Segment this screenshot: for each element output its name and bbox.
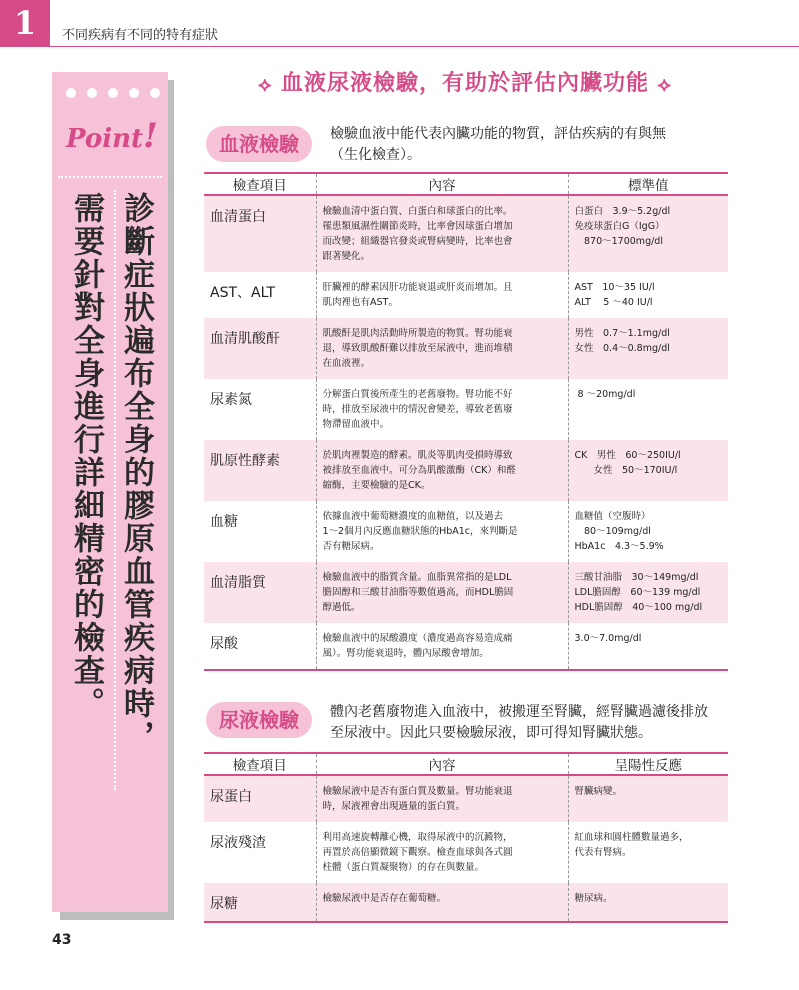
standard-line: ALT 5 ～40 IU/l xyxy=(574,297,653,308)
table-row xyxy=(204,562,728,623)
content-line: 再置於高倍顯微鏡下觀察。檢查血球與各式圓 xyxy=(322,847,513,858)
header-positive: 呈陽性反應 xyxy=(568,753,728,775)
content-line: 否有糖尿病。 xyxy=(322,541,380,552)
row-content xyxy=(316,318,568,379)
row-item-name: 尿酸 xyxy=(204,623,316,670)
row-content xyxy=(316,272,568,318)
chapter-number-badge: 1 xyxy=(0,0,50,46)
row-standard-value xyxy=(568,318,728,379)
blood-table-body xyxy=(204,195,728,670)
content-line: 檢驗血液中的尿酸濃度（濃度過高容易造成痛 xyxy=(322,633,513,644)
content-line: 時，排放至尿液中的情況會變差，導致老舊廢 xyxy=(322,404,513,415)
content-line: 膽固醇和三酸甘油脂等數值過高，而HDL膽固 xyxy=(322,587,514,598)
content-line: 跟著變化。 xyxy=(322,251,371,262)
row-item-name: 血清肌酸酐 xyxy=(204,318,316,379)
row-content xyxy=(316,623,568,670)
blood-intro-line: 檢驗血液中能代表內臟功能的物質，評估疾病的有與無 xyxy=(330,126,666,142)
row-standard-value xyxy=(568,272,728,318)
content-line: 風）。腎功能衰退時，體內尿酸會增加。 xyxy=(322,648,489,659)
point-text-line-2: 需要針對全身進行詳細精密的檢查。 xyxy=(68,192,104,720)
urine-intro xyxy=(330,702,708,744)
point-title xyxy=(66,116,158,156)
blood-intro-line: （生化檢查）。 xyxy=(330,147,421,163)
row-standard-value xyxy=(568,501,728,562)
content-line: 罹患類風濕性關節炎時，比率會因球蛋白增加 xyxy=(322,221,513,232)
dot xyxy=(150,88,160,98)
row-content xyxy=(316,562,568,623)
page-number: 43 xyxy=(52,932,72,948)
table-row xyxy=(204,195,728,272)
row-content xyxy=(316,195,568,272)
dot xyxy=(108,88,118,98)
row-content xyxy=(316,440,568,501)
content-line: 肌酸酐是肌肉活動時所製造的物質。腎功能衰 xyxy=(322,328,513,339)
standard-line: 紅血球和圓柱體數量過多， xyxy=(574,832,689,843)
exclamation-mark: ! xyxy=(142,116,158,156)
table-row xyxy=(204,440,728,501)
dot xyxy=(87,88,97,98)
row-standard-value xyxy=(568,562,728,623)
point-text-line-1: 診斷症狀遍布全身的膠原血管疾病時， xyxy=(118,192,154,753)
row-standard-value xyxy=(568,379,728,440)
standard-line: 免疫球蛋白G（IgG） xyxy=(574,221,665,232)
standard-line: LDL膽固醇 60～139 mg/dl xyxy=(574,587,701,598)
standard-line: HDL膽固醇 40～100 mg/dl xyxy=(574,602,703,613)
standard-line: 白蛋白 3.9～5.2g/dl xyxy=(574,206,671,217)
main-title-text: 血液尿液檢驗，有助於評估內臟功能 xyxy=(280,71,649,96)
table-row xyxy=(204,318,728,379)
row-content xyxy=(316,883,568,922)
row-standard-value xyxy=(568,822,728,883)
table-row xyxy=(204,272,728,318)
standard-line: 女性 50～170IU/l xyxy=(574,465,678,476)
content-line: 在血液裡。 xyxy=(322,358,371,369)
row-item-name: 尿素氮 xyxy=(204,379,316,440)
chapter-title: 不同疾病有不同的特有症狀 xyxy=(62,28,219,43)
row-standard-value xyxy=(568,775,728,822)
content-line: 檢驗尿液中是否存在葡萄糖。 xyxy=(322,893,447,904)
table-row xyxy=(204,775,728,822)
table-row xyxy=(204,822,728,883)
table-row xyxy=(204,501,728,562)
content-line: 肌肉裡也有AST。 xyxy=(322,297,398,308)
content-line: 柱體（蛋白質凝聚物）的存在與數量。 xyxy=(322,862,485,873)
content-line: 依據血液中葡萄糖濃度的血糖值，以及過去 xyxy=(322,511,504,522)
table-row xyxy=(204,883,728,922)
standard-line: 血糖值（空腹時） xyxy=(574,511,651,522)
table-row xyxy=(204,379,728,440)
section-main-title xyxy=(200,66,730,97)
row-item-name: 血清脂質 xyxy=(204,562,316,623)
content-line: 而改變；組織器官發炎或腎病變時，比率也會 xyxy=(322,236,513,247)
urine-intro-line: 至尿液中。因此只要檢驗尿液，即可得知腎臟狀態。 xyxy=(330,725,652,741)
content-line: 1～2個月內反應血糖狀態的HbA1c，來判斷是 xyxy=(322,526,518,537)
dot xyxy=(129,88,139,98)
standard-line: 3.0～7.0mg/dl xyxy=(574,633,642,644)
standard-line: 腎臟病變。 xyxy=(574,786,623,797)
row-content xyxy=(316,379,568,440)
content-line: 醇過低。 xyxy=(322,602,361,613)
standard-line: HbA1c 4.3～5.9% xyxy=(574,541,664,552)
row-item-name: AST、ALT xyxy=(204,272,316,318)
standard-line: 870～1700mg/dl xyxy=(574,236,663,247)
header-rule xyxy=(0,46,799,47)
header-content: 內容 xyxy=(316,753,568,775)
row-item-name: 血糖 xyxy=(204,501,316,562)
urine-test-badge: 尿液檢驗 xyxy=(206,702,312,738)
standard-line: 女性 0.4～0.8mg/dl xyxy=(574,343,670,354)
table-row xyxy=(204,623,728,670)
content-line: 退，導致肌酸酐難以排放至尿液中，進而堆積 xyxy=(322,343,513,354)
content-line: 被排放至血液中。可分為肌酸激酶（CK）和醛 xyxy=(322,465,516,476)
blood-intro xyxy=(330,124,666,166)
row-item-name: 尿液殘渣 xyxy=(204,822,316,883)
content-line: 縮酶，主要檢驗的是CK。 xyxy=(322,480,431,491)
diamond-ornament-icon: ⟡ xyxy=(657,72,672,96)
dot xyxy=(66,88,76,98)
content-line: 利用高速旋轉離心機，取得尿液中的沉澱物， xyxy=(322,832,513,843)
header-standard: 標準值 xyxy=(568,173,728,195)
row-content xyxy=(316,501,568,562)
row-standard-value xyxy=(568,623,728,670)
urine-intro-line: 體內老舊廢物進入血液中，被搬運至腎臟，經腎臟過濾後排放 xyxy=(330,704,708,720)
standard-line: 80～109mg/dl xyxy=(574,526,651,537)
content-line: 檢驗血清中蛋白質、白蛋白和球蛋白的比率。 xyxy=(322,206,513,217)
row-content xyxy=(316,775,568,822)
row-item-name: 肌原性酵素 xyxy=(204,440,316,501)
content-line: 於肌肉裡製造的酵素。肌炎等肌肉受損時導致 xyxy=(322,450,513,461)
urine-test-table xyxy=(204,752,728,923)
header-item: 檢查項目 xyxy=(204,753,316,775)
row-content xyxy=(316,822,568,883)
header-content: 內容 xyxy=(316,173,568,195)
header-item: 檢查項目 xyxy=(204,173,316,195)
content-line: 檢驗血液中的脂質含量。血脂異常指的是LDL xyxy=(322,572,512,583)
row-item-name: 血清蛋白 xyxy=(204,195,316,272)
standard-line: 糖尿病。 xyxy=(574,893,613,904)
panel-separator xyxy=(58,176,162,178)
content-line: 物滯留血液中。 xyxy=(322,419,390,430)
standard-line: AST 10～35 IU/l xyxy=(574,282,655,293)
panel-dots xyxy=(66,88,160,98)
blood-test-badge: 血液檢驗 xyxy=(206,126,312,162)
standard-line: 三酸甘油脂 30～149mg/dl xyxy=(574,572,699,583)
point-panel xyxy=(52,72,168,912)
content-line: 肝臟裡的酵素因肝功能衰退或肝炎而增加。且 xyxy=(322,282,513,293)
standard-line: 代表有腎病。 xyxy=(574,847,632,858)
diamond-ornament-icon: ⟡ xyxy=(258,72,273,96)
standard-line: 男性 0.7～1.1mg/dl xyxy=(574,328,670,339)
row-item-name: 尿糖 xyxy=(204,883,316,922)
standard-line: 8 ～20mg/dl xyxy=(574,389,636,400)
blood-test-table xyxy=(204,172,728,671)
row-standard-value xyxy=(568,195,728,272)
row-standard-value xyxy=(568,883,728,922)
content-line: 檢驗尿液中是否有蛋白質及數量。腎功能衰退 xyxy=(322,786,513,797)
urine-table-body xyxy=(204,775,728,922)
standard-line: CK 男性 60～250IU/l xyxy=(574,450,681,461)
content-line: 分解蛋白質後所產生的老舊廢物。腎功能不好 xyxy=(322,389,513,400)
row-standard-value xyxy=(568,440,728,501)
point-title-text: Point xyxy=(66,124,143,154)
row-item-name: 尿蛋白 xyxy=(204,775,316,822)
content-line: 時，尿液裡會出現過量的蛋白質。 xyxy=(322,801,466,812)
